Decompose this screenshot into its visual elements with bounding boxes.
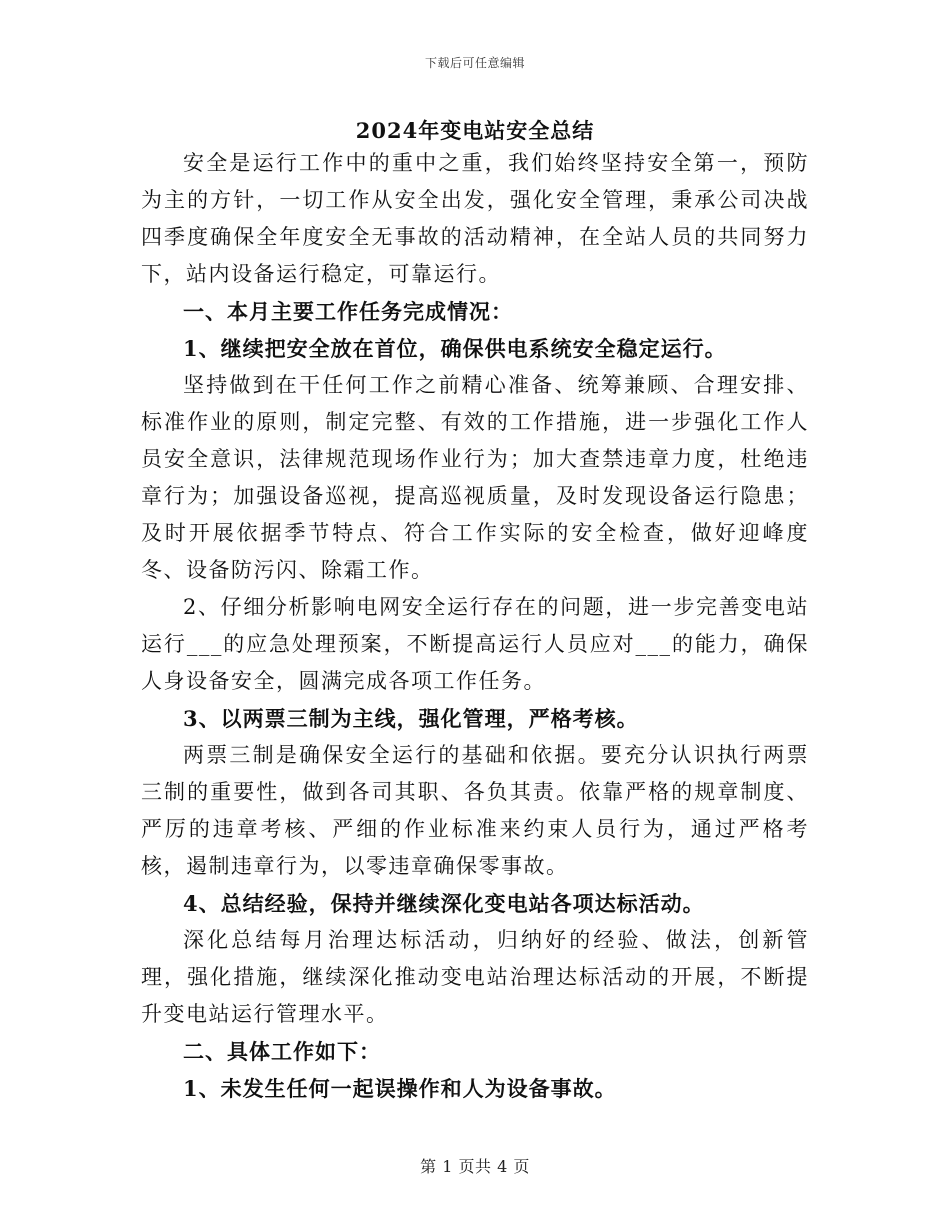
document-title: 2024年变电站安全总结	[355, 118, 595, 143]
subheading-4: 4、总结经验，保持并继续深化变电站各项达标活动。	[183, 891, 705, 916]
paragraph-emergency-plan: 2、仔细分析影响电网安全运行存在的问题，进一步完善变电站运行___的应急处理预案，不断提高运行人员应对___的能力，确保人身设备安全，圆满完成各项工作任务。	[141, 595, 809, 693]
header-note: 下载后可任意编辑	[424, 56, 525, 70]
subheading-work-1: 1、未发生任何一起误操作和人为设备事故。	[183, 1076, 617, 1101]
document-body	[141, 145, 809, 1107]
page-indicator: 第 1 页共 4 页	[420, 1157, 530, 1176]
paragraph-two-tickets: 两票三制是确保安全运行的基础和依据。要充分认识执行两票三制的重要性，做到各司其职、各负其责。依靠严格的规章制度、严厉的违章考核、严细的作业标准来约束人员行为，通过严格考核，遏制违章行为，以零违章确保零事故。	[141, 743, 809, 878]
paragraph-standards: 深化总结每月治理达标活动，归纳好的经验、做法，创新管理，强化措施，继续深化推动变电站治理达标活动的开展，不断提升变电站运行管理水平。	[141, 928, 809, 1026]
section-heading-2: 二、具体工作如下：	[183, 1039, 381, 1064]
paragraph-safety-measures: 坚持做到在干任何工作之前精心准备、统筹兼顾、合理安排、标准作业的原则，制定完整、有效的工作措施，进一步强化工作人员安全意识，法律规范现场作业行为；加大查禁违章力度，杜绝违章行为；加强设备巡视，提高巡视质量，及时发现设备运行隐患；及时开展依据季节特点、符合工作实际的安全检查，做好迎峰度冬、设备防污闪、除霜工作。	[141, 373, 809, 582]
subheading-1: 1、继续把安全放在首位，确保供电系统安全稳定运行。	[183, 336, 727, 361]
subheading-3: 3、以两票三制为主线，强化管理，严格考核。	[183, 706, 639, 731]
section-heading-1: 一、本月主要工作任务完成情况：	[183, 299, 513, 324]
paragraph-intro: 安全是运行工作中的重中之重，我们始终坚持安全第一，预防为主的方针，一切工作从安全出发，强化安全管理，秉承公司决战四季度确保全年度安全无事故的活动精神，在全站人员的共同努力下，站内设备运行稳定，可靠运行。	[141, 151, 809, 286]
